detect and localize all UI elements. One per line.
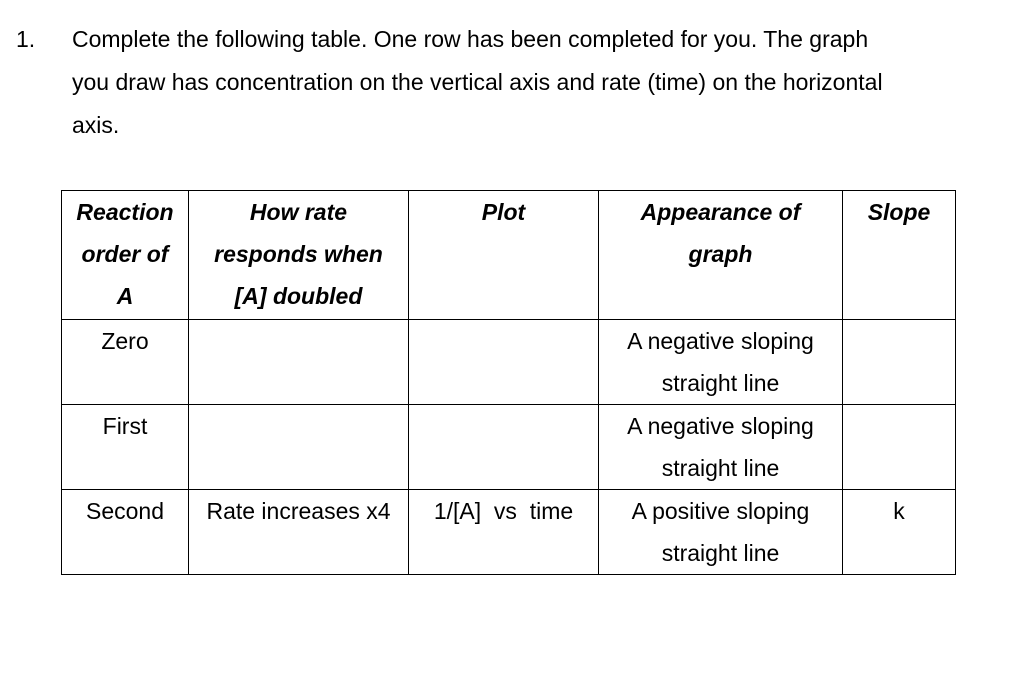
header-rate-response: How rate responds when [A] doubled <box>189 191 409 320</box>
cell-slope[interactable] <box>843 320 956 405</box>
question-text <box>72 18 962 147</box>
question-text-line: you draw has concentration on the vertical axis and rate (time) on the horizontal <box>72 69 883 95</box>
table-row <box>62 405 956 490</box>
cell-plot[interactable] <box>409 320 599 405</box>
cell-order: Second <box>62 490 189 575</box>
reaction-order-table <box>61 190 956 575</box>
cell-slope[interactable] <box>843 405 956 490</box>
header-appearance: Appearance of graph <box>599 191 843 320</box>
cell-rate-response: Rate increases x4 <box>189 490 409 575</box>
cell-slope: k <box>843 490 956 575</box>
cell-appearance: A positive sloping straight line <box>599 490 843 575</box>
header-reaction-order: Reaction order of A <box>62 191 189 320</box>
cell-plot: 1/[A] vs time <box>409 490 599 575</box>
table-row <box>62 490 956 575</box>
question-text-line: Complete the following table. One row has been completed for you. The graph <box>72 26 869 52</box>
table-header-row <box>62 191 956 320</box>
header-plot: Plot <box>409 191 599 320</box>
cell-rate-response[interactable] <box>189 320 409 405</box>
cell-plot[interactable] <box>409 405 599 490</box>
cell-appearance: A negative sloping straight line <box>599 320 843 405</box>
header-slope: Slope <box>843 191 956 320</box>
cell-rate-response[interactable] <box>189 405 409 490</box>
table-row <box>62 320 956 405</box>
cell-appearance: A negative sloping straight line <box>599 405 843 490</box>
cell-order: First <box>62 405 189 490</box>
question-number: 1. <box>16 26 36 52</box>
cell-order: Zero <box>62 320 189 405</box>
question-text-line: axis. <box>72 112 120 138</box>
